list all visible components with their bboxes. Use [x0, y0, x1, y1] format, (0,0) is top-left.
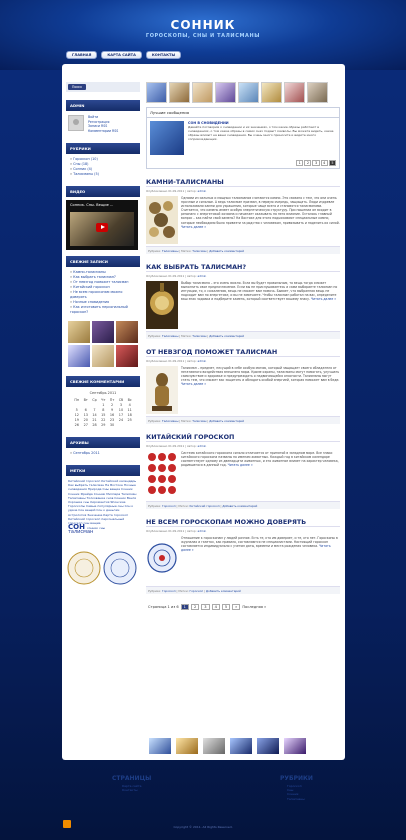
calendar-day: Чт	[101, 397, 106, 402]
calendar-date: 5	[75, 407, 78, 412]
admin-link[interactable]: Записи RSS	[88, 124, 108, 128]
admin-link[interactable]: Регистрация	[88, 119, 110, 124]
best-page[interactable]: 4	[321, 160, 328, 166]
comments-heading: СВЕЖИЕ КОММЕНТАРИИ	[66, 376, 140, 387]
strip-image[interactable]	[261, 82, 282, 103]
post-text: Отношение к гороскопам у людей разное. Есть те, кто им доверяет, и те, кто нет. Гороскопы в журналах и газетах, как правило, составляются не специалистами. Настоящий гороскоп составляется индивидуально с учетом даты, времени и места рождения человека.	[181, 536, 338, 549]
post-category[interactable]: Талисманы	[162, 333, 179, 338]
best-posts-title: Лучшие сообщения	[147, 108, 339, 118]
admin-link[interactable]: Комментарии RSS	[88, 128, 119, 133]
calendar-date: 19	[74, 417, 79, 422]
post-title[interactable]: НЕ ВСЕМ ГОРОСКОПАМ МОЖНО ДОВЕРЯТЬ	[146, 518, 340, 527]
play-icon[interactable]	[96, 223, 108, 232]
read-more-link[interactable]: Читать далее »	[227, 463, 253, 468]
post-image-figurine[interactable]	[146, 366, 178, 414]
post-tag[interactable]: Талисман	[192, 333, 207, 338]
sidebar	[66, 82, 140, 599]
tag-label: Метки:	[178, 503, 189, 508]
rubric-label: Рубрики:	[148, 333, 162, 338]
post-excerpt	[181, 536, 340, 584]
calendar-date: 11	[127, 407, 132, 412]
recent-item[interactable]: » От невзгод поможет талисман	[70, 280, 136, 285]
post-footer: Рубрики: Талисманы | Метки: Талисман | Добавить комментарий	[146, 331, 340, 339]
gallery-image[interactable]	[256, 737, 280, 755]
post-tag[interactable]: Китайский гороскоп	[189, 503, 220, 508]
best-pager	[147, 158, 339, 168]
pagination-page[interactable]: 2	[191, 604, 199, 610]
read-more-link[interactable]: Читать далее »	[181, 224, 207, 229]
post-tag[interactable]: Талисман	[192, 418, 207, 423]
recent-thumbs	[66, 318, 140, 370]
read-more-link[interactable]: Читать далее »	[181, 544, 331, 553]
nav-sitemap[interactable]: КАРТА САЙТА	[101, 51, 142, 59]
post-text: Талисман – предмет, несущий в себе особую магию, который защищает своего обладателя от негативного воздействия внешнего мира. Кроме охраны, талисманы могут помогать, улучшать самочувствие и здоровье и предупреждать о надвигающейся опасности. Талисманы могут стать тем, что сможет вас защитить и обладать особой энергией, которая поможет вам в беде.	[181, 366, 340, 383]
footer-link[interactable]: Талисманы	[287, 796, 305, 801]
video-player[interactable]	[66, 200, 138, 250]
pagination-page[interactable]: 3	[201, 604, 209, 610]
rubric-label: Рубрики:	[148, 418, 162, 423]
site-subtitle: ГОРОСКОПЫ, СНЫ И ТАЛИСМАНЫ	[145, 33, 261, 39]
rubric-label: Рубрики:	[148, 588, 162, 593]
post-title[interactable]: КАМНИ-ТАЛИСМАНЫ	[146, 178, 340, 187]
post-author-label: Автор:	[186, 189, 197, 193]
calendar-date: 26	[74, 422, 79, 427]
post-footer: Рубрики: Талисманы | Метки: Талисман | Добавить комментарий	[146, 416, 340, 424]
search-box	[66, 82, 140, 92]
pagination-next[interactable]: »	[232, 604, 240, 610]
calendar-date: 10	[118, 407, 124, 412]
tag-label: Метки:	[181, 248, 192, 253]
archive-list	[66, 448, 140, 459]
footer-link[interactable]: Сны	[287, 788, 294, 793]
post-category[interactable]: Гороскоп	[162, 588, 176, 593]
gallery-image[interactable]	[283, 737, 307, 755]
pagination-page-current[interactable]: 1	[181, 604, 189, 610]
calendar-date: 8	[102, 407, 105, 412]
calendar-date: 30	[109, 422, 115, 427]
read-more-link[interactable]: Читать далее »	[310, 297, 337, 302]
best-post-image[interactable]	[150, 121, 184, 155]
calendar-date: 6	[84, 407, 87, 412]
post-meta: Опубликовано 01.09.2011 | Автор: admin	[146, 529, 207, 533]
post-date: Опубликовано 01.09.2011	[146, 529, 185, 533]
calendar-date: 28	[92, 422, 97, 427]
pagination-page[interactable]: 5	[222, 604, 230, 610]
footer-gallery	[148, 737, 307, 755]
post-footer: Рубрики: Гороскоп | Метки: Гороскоп | Добавить комментарий	[146, 586, 340, 594]
recent-heading: СВЕЖИЕ ЗАПИСИ	[66, 256, 140, 267]
post-author-label: Автор:	[186, 359, 197, 363]
post-date: Опубликовано 01.09.2011	[146, 274, 185, 278]
tag-cloud[interactable]	[66, 476, 140, 538]
calendar-caption: Сентябрь 2011	[89, 391, 117, 395]
footer	[62, 760, 345, 820]
best-page-current[interactable]: 5	[329, 160, 336, 166]
pagination-label: Страница 1 из 6	[148, 605, 179, 609]
calendar-day: Ср	[92, 397, 97, 402]
calendar-date: 25	[127, 417, 132, 422]
thumb-image[interactable]	[68, 345, 90, 367]
calendar-date: 9	[110, 407, 114, 412]
best-page[interactable]: 3	[312, 160, 319, 166]
post	[146, 348, 340, 424]
post-category[interactable]: Гороскоп	[162, 503, 176, 508]
calendar	[66, 387, 140, 431]
calendar-date: 17	[118, 412, 124, 417]
calendar-date: 12	[74, 412, 79, 417]
calendar-date: 2	[110, 402, 114, 407]
site-title[interactable]: СОННИК	[170, 18, 236, 32]
calendar-date: 16	[109, 412, 115, 417]
archive-item[interactable]: » Сентябрь 2011	[70, 451, 136, 456]
calendar-date	[117, 422, 126, 427]
rubric-item[interactable]: » Сонник (4)	[70, 167, 136, 172]
post-date: Опубликовано 01.09.2011	[146, 444, 185, 448]
add-comment-link[interactable]: Добавить комментарий	[209, 248, 245, 253]
calendar-date[interactable]: 1	[102, 402, 105, 407]
rubrics-list	[66, 154, 140, 180]
pagination-page[interactable]: 4	[212, 604, 220, 610]
zodiac-wheel-image	[66, 538, 138, 598]
archive-heading: АРХИВЫ	[66, 437, 140, 448]
post-meta: Опубликовано 01.09.2011 | Автор: admin	[146, 274, 207, 278]
post-excerpt	[181, 451, 340, 499]
post-image-amulet[interactable]	[146, 281, 178, 329]
footer-rubrics-heading: РУБРИКИ	[280, 775, 313, 782]
calendar-date: 22	[101, 417, 106, 422]
post-meta: Опубликовано 01.09.2011 | Автор: admin	[146, 359, 207, 363]
pagination	[146, 604, 340, 610]
thumb-image[interactable]	[116, 321, 138, 343]
admin-widget	[66, 111, 140, 137]
main-nav	[66, 51, 181, 59]
tag-cloud-text[interactable]: Китайский гороскоп Китайский календарь Как выбрать талисман На Востоке Ночные сновидения Природа Сны вещие Сонник Сонник Фрейда Сонник Миллера Талисман Талисманы Толкование снов Сонник Ванги Хорошие сны Хиромантия Японские Гороскопы Самые популярные сны Сон к удаче Сон вещий Сон к деньгам Астрология Значение Карта гороскоп Китайский гороскоп персональный гороскоп сны вещие	[68, 479, 137, 526]
add-comment-link[interactable]: Добавить комментарий	[222, 503, 258, 508]
gallery-image[interactable]	[229, 737, 253, 755]
thumb-image[interactable]	[92, 321, 114, 343]
calendar-date: 13	[83, 412, 88, 417]
tag-label: Метки:	[181, 333, 192, 338]
calendar-date: 14	[92, 412, 97, 417]
copyright: Copyright © 2011. All Rights Reserved.	[173, 825, 233, 829]
post	[146, 178, 340, 254]
post-tag[interactable]: Талисман	[192, 248, 207, 253]
strip-image[interactable]	[169, 82, 190, 103]
search-button[interactable]: Поиск	[68, 84, 86, 90]
post-text: Система китайского гороскопа сильно отличается от принятой в западном мире. Все знаки китайского гороскопа названы по именам животных. Каждый год в китайском календаре соответствует одному из двенадцати животных, и это животное влияет на характер человека, родившегося в данный год.	[181, 451, 339, 468]
calendar-date	[125, 422, 134, 427]
read-more-link[interactable]: Читать далее »	[181, 382, 207, 387]
post-date: Опубликовано 01.09.2011	[146, 189, 185, 193]
nav-home[interactable]: ГЛАВНАЯ	[66, 51, 97, 59]
rubrics-heading: РУБРИКИ	[66, 143, 140, 154]
avatar	[68, 115, 84, 131]
video-heading: ВИДЕО	[66, 186, 140, 197]
strip-image[interactable]	[146, 82, 167, 103]
tags-heading: МЕТКИ	[66, 465, 140, 476]
post-meta: Опубликовано 01.09.2011 | Автор: admin	[146, 444, 207, 448]
recent-item[interactable]: » Как выбрать талисман?	[70, 275, 136, 280]
footer-rubrics-list	[287, 784, 305, 801]
post-meta: Опубликовано 01.09.2011 | Автор: admin	[146, 189, 207, 193]
calendar-day: Пт	[109, 397, 115, 402]
strip-image[interactable]	[284, 82, 305, 103]
strip-image[interactable]	[192, 82, 213, 103]
post-author-label: Автор:	[186, 529, 197, 533]
recent-item[interactable]: » Не всем гороскопам можно доверять	[70, 290, 136, 300]
strip-image[interactable]	[238, 82, 259, 103]
tag-big[interactable]: СОН	[68, 523, 85, 532]
tag-label: Метки:	[181, 418, 192, 423]
post-footer: Рубрики: Гороскоп | Метки: Китайский гороскоп | Добавить комментарий	[146, 501, 340, 509]
admin-link[interactable]: Войти	[88, 115, 99, 119]
calendar-date: 18	[127, 412, 132, 417]
strip-image[interactable]	[215, 82, 236, 103]
rubric-item[interactable]: » Сны (18)	[70, 162, 136, 167]
footer-link[interactable]: Сонник	[287, 792, 299, 797]
post-title[interactable]: ОТ НЕВЗГОД ПОМОЖЕТ ТАЛИСМАН	[146, 348, 340, 357]
recent-list	[66, 267, 140, 318]
post-category[interactable]: Талисманы	[162, 248, 179, 253]
best-posts-box	[146, 107, 340, 169]
recent-item[interactable]: » Китайский гороскоп	[70, 285, 136, 290]
tag-label: Метки:	[178, 588, 189, 593]
calendar-date: 3	[119, 402, 123, 407]
post-excerpt	[181, 196, 340, 244]
best-page[interactable]: 2	[304, 160, 311, 166]
gallery-image[interactable]	[148, 737, 172, 755]
post-tag[interactable]: Гороскоп	[189, 588, 204, 593]
post-excerpt	[181, 281, 340, 329]
post-image-chinese-zodiac[interactable]	[146, 451, 178, 499]
thumb-image[interactable]	[68, 321, 90, 343]
calendar-date: 29	[101, 422, 106, 427]
post-footer: Рубрики: Талисманы | Метки: Талисман | Добавить комментарий	[146, 246, 340, 254]
admin-heading: ADMIN	[66, 100, 140, 111]
footer-link[interactable]: Гороскоп	[287, 784, 302, 788]
rubric-item[interactable]: » Талисманы (5)	[70, 172, 136, 177]
post	[146, 518, 340, 594]
footer-pages-heading: СТРАНИЦЫ	[112, 775, 152, 782]
best-page[interactable]: 1	[296, 160, 303, 166]
gallery-image[interactable]	[175, 737, 199, 755]
rubric-item[interactable]: » Гороскоп (10)	[70, 157, 136, 162]
post-author[interactable]: admin	[197, 274, 207, 278]
image-strip	[146, 82, 340, 103]
post	[146, 263, 340, 339]
pagination-last[interactable]: Последняя »	[242, 605, 267, 609]
footer-link[interactable]: Карта сайта	[122, 784, 142, 788]
calendar-date: 15	[101, 412, 106, 417]
tag-small[interactable]: сонник сны	[86, 526, 106, 531]
recent-item[interactable]: » Как изготовить персональный гороскоп?	[70, 305, 136, 315]
strip-image[interactable]	[307, 82, 328, 103]
rubric-label: Рубрики:	[148, 248, 162, 253]
calendar-date: 4	[128, 402, 131, 407]
add-comment-link[interactable]: Добавить комментарий	[209, 418, 245, 423]
best-post-title[interactable]: СОН В СНОВИДЕНИИ	[188, 121, 229, 125]
calendar-day: Вс	[127, 397, 132, 402]
post-author[interactable]: admin	[197, 444, 207, 448]
thumb-image[interactable]	[92, 345, 114, 367]
tag-medium[interactable]: талисман	[68, 529, 94, 536]
calendar-date: 23	[109, 417, 115, 422]
calendar-date: 21	[92, 417, 97, 422]
calendar-date: 24	[118, 417, 124, 422]
post-author[interactable]: admin	[197, 359, 207, 363]
calendar-date: 7	[93, 407, 96, 412]
gallery-image[interactable]	[202, 737, 226, 755]
calendar-day: Сб	[118, 397, 124, 402]
post-category[interactable]: Талисманы	[162, 418, 179, 423]
nav-contacts[interactable]: КОНТАКТЫ	[146, 51, 181, 59]
post-author[interactable]: admin	[197, 529, 207, 533]
calendar-day: Вт	[83, 397, 88, 402]
best-post-text: Давайте поговорим о сновидении и их значениях, о том какие образы работают в сновидениях, о том какие образы в самих снах подают символы. Вы можете видеть, какие образы влияют на ваши сновидения. Вы очень много приносите и видите много сопровождающих.	[188, 125, 334, 141]
post-excerpt	[181, 366, 340, 414]
main-content	[146, 82, 340, 610]
calendar-day: Пн	[74, 397, 80, 402]
add-comment-link[interactable]: Добавить комментарий	[209, 333, 245, 338]
post-title[interactable]: КАК ВЫБРАТЬ ТАЛИСМАН?	[146, 263, 340, 272]
post-text: Одними из сильных и мощных талисманов считаются камни. Это связано с тем, что они очень прочные и сильные. А ведь талисман призван, в первую очередь, защищать. Люди издревле использовали камни для украшения, которые чаще всего и становятся талисманами. Считается, что камень имеет особую энергетическую структуру. При ношении он входит в резонанс с энергетикой хозяина и начинает оказывать на него влияние. Осталось главный вопрос – как найти свой камень? На Востоке для этого подыскивают специальные камни, которые необходимо было привезти за родство с человеком, привязывать и наделить их силой.	[181, 196, 340, 225]
post-date: Опубликовано 01.09.2011	[146, 359, 185, 363]
add-comment-link[interactable]: Добавить комментарий	[205, 588, 241, 593]
post-image-zodiac-wheel[interactable]	[146, 536, 178, 584]
post-author-label: Автор:	[186, 444, 197, 448]
post-author-label: Автор:	[186, 274, 197, 278]
recent-item[interactable]: » Камни-талисманы	[70, 270, 136, 275]
post	[146, 433, 340, 509]
recent-item[interactable]: » Ночные сновидения	[70, 300, 136, 305]
post-title[interactable]: КИТАЙСКИЙ ГОРОСКОП	[146, 433, 340, 442]
post-text: Выбор талисмана – это очень важно. Если вы будет правильным, то вещь тогда сможет выполнить свое предназначение. Если вы не прислушиваетесь и сами выбираете талисман по интуиции, то, к сожалению, вещь не сможет вам помочь. Бывает, что выбранная вещь не подходит вам по энергетике, и вы не замечаете. Чтобы талисман работал на вас, определите ваш знак зодиака и подберите камень, который соответствует вашему знаку.	[181, 281, 338, 302]
post-author[interactable]: admin	[197, 189, 207, 193]
calendar-date: 20	[83, 417, 88, 422]
thumb-image[interactable]	[116, 345, 138, 367]
footer-pages-list	[122, 784, 141, 792]
rubric-label: Рубрики:	[148, 503, 162, 508]
calendar-date: 27	[83, 422, 88, 427]
video-caption: Сонник. Сны. Вещие ...	[70, 203, 114, 207]
footer-link[interactable]: Контакты	[122, 788, 138, 793]
post-image-stones[interactable]	[146, 196, 178, 244]
